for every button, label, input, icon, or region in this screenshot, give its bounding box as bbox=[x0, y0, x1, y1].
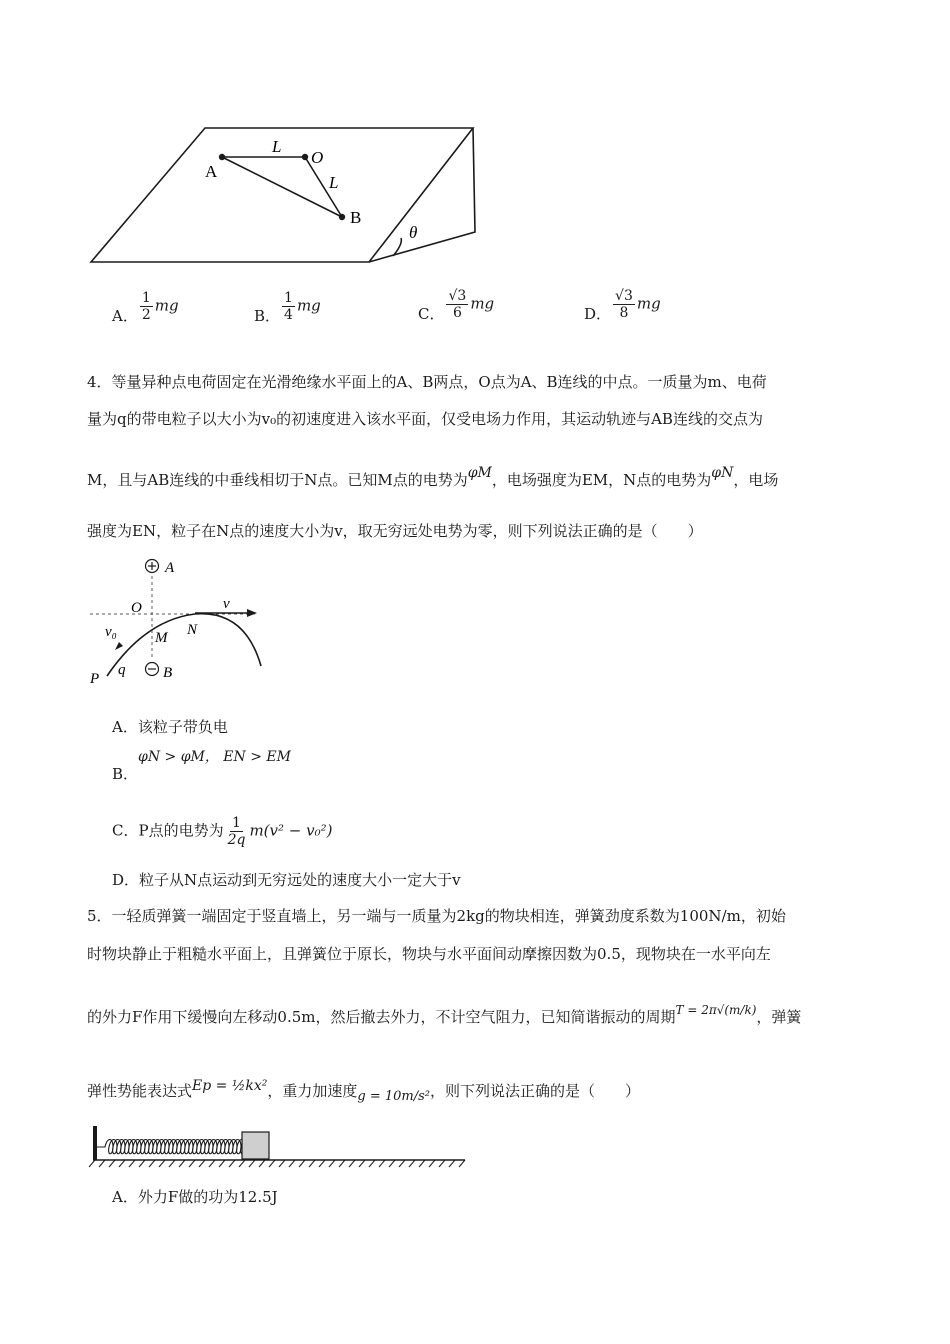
q4-line-2: 量为q的带电粒子以大小为v₀的初速度进入该水平面，仅受电场力作用，其运动轨迹与AB连线的交点为 bbox=[87, 410, 763, 428]
label-O: O bbox=[311, 148, 324, 167]
spring-block-figure bbox=[85, 1120, 470, 1170]
frac-den: 4 bbox=[284, 307, 293, 323]
option-letter: C． bbox=[112, 821, 139, 840]
label-L-top: L bbox=[272, 137, 282, 156]
q4-option-b[interactable] bbox=[112, 749, 291, 783]
frac-num: √3 bbox=[448, 288, 467, 304]
option-suffix: mg bbox=[470, 294, 495, 313]
trajectory-figure bbox=[85, 550, 270, 690]
option-suffix: mg bbox=[636, 294, 661, 313]
q4-line-3a: M，且与AB连线的中垂线相切于N点。已知M点的电势为 bbox=[87, 471, 468, 489]
label-plus-a: A bbox=[165, 560, 175, 576]
option-letter: B． bbox=[112, 765, 139, 783]
frac-num: 1 bbox=[141, 290, 151, 306]
frac-num: 1 bbox=[232, 815, 241, 831]
q4-option-d[interactable]: D．粒子从N点运动到无穷远处的速度大小一定大于v bbox=[112, 871, 461, 889]
g-formula: g = 10m/s² bbox=[357, 1089, 431, 1104]
option-letter: A． bbox=[112, 306, 138, 325]
q4-line-3c: ，电场 bbox=[733, 471, 779, 489]
phi-m: φM bbox=[467, 465, 492, 481]
option-c-tail: m(v² − v₀²) bbox=[249, 821, 333, 840]
period-formula: T = 2π√(m/k) bbox=[675, 1003, 757, 1017]
label-minus-b: B bbox=[163, 665, 173, 681]
q3-option-c[interactable] bbox=[418, 288, 494, 321]
frac-den: 8 bbox=[619, 305, 629, 321]
label-q: q bbox=[118, 662, 126, 678]
option-suffix: mg bbox=[296, 296, 321, 315]
ep-formula: Ep = ½kx² bbox=[192, 1078, 268, 1094]
label-L-side: L bbox=[329, 173, 339, 192]
q5-line-4a: 弹性势能表达式 bbox=[87, 1082, 193, 1100]
q4-option-a[interactable]: A．该粒子带负电 bbox=[112, 718, 228, 736]
option-suffix: mg bbox=[154, 296, 179, 315]
label-A: A bbox=[205, 162, 218, 181]
q4-option-c[interactable] bbox=[112, 815, 332, 848]
q4-line-1: 4．等量异种点电荷固定在光滑绝缘水平面上的A、B两点，O点为A、B连线的中点。一质量为m、电荷 bbox=[87, 373, 767, 391]
option-letter: D． bbox=[584, 304, 612, 323]
label-theta: θ bbox=[409, 223, 418, 242]
frac-den: 2 bbox=[141, 307, 151, 323]
q3-option-d[interactable] bbox=[584, 288, 661, 321]
option-b-formula: φN > φM， EN > EM bbox=[138, 749, 291, 765]
q5-line-1: 5．一轻质弹簧一端固定于竖直墙上，另一端与一质量为2kg的物块相连，弹簧劲度系数为100N/m，初始 bbox=[87, 907, 786, 925]
frac-den: 6 bbox=[452, 305, 462, 321]
q3-option-a[interactable] bbox=[112, 290, 179, 323]
q5-line-3a: 的外力F作用下缓慢向左移动0.5m，然后撤去外力，不计空气阻力，已知简谐振动的周期 bbox=[87, 1008, 676, 1026]
frac-num: √3 bbox=[615, 288, 633, 304]
label-n: N bbox=[187, 622, 198, 638]
label-B: B bbox=[350, 208, 362, 227]
q3-option-b[interactable] bbox=[254, 290, 321, 323]
q4-line-3 bbox=[87, 465, 779, 492]
q5-line-2: 时物块静止于粗糙水平面上，且弹簧位于原长，物块与水平面间动摩擦因数为0.5，现物块在一水平向左 bbox=[87, 945, 771, 963]
frac-den: 2q bbox=[227, 832, 246, 848]
q5-line-4 bbox=[87, 1080, 640, 1104]
phi-n: φN bbox=[711, 465, 734, 481]
option-letter: C． bbox=[418, 304, 445, 323]
q4-line-3b: ，电场强度为EM，N点的电势为 bbox=[491, 471, 712, 489]
frac-num: 1 bbox=[284, 290, 293, 306]
label-v: v bbox=[223, 596, 230, 612]
q5-line-4c: ，则下列说法正确的是（ ） bbox=[430, 1082, 641, 1100]
label-v0: v₀ bbox=[105, 624, 117, 640]
q5-line-4b: ，重力加速度 bbox=[267, 1082, 358, 1100]
q5-line-3b: ，弹簧 bbox=[756, 1008, 802, 1026]
q4-line-4: 强度为EN，粒子在N点的速度大小为v，取无穷远处电势为零，则下列说法正确的是（ ） bbox=[87, 522, 703, 540]
option-letter: B． bbox=[254, 306, 281, 325]
q5-option-a[interactable]: A．外力F做的功为12.5J bbox=[112, 1188, 278, 1206]
label-p: P bbox=[90, 671, 100, 687]
option-c-text: P点的电势为 bbox=[138, 821, 224, 840]
block bbox=[242, 1132, 269, 1159]
label-o: O bbox=[131, 600, 142, 616]
label-m: M bbox=[155, 630, 168, 646]
incline-figure bbox=[85, 120, 485, 270]
q5-line-3 bbox=[87, 1003, 802, 1029]
